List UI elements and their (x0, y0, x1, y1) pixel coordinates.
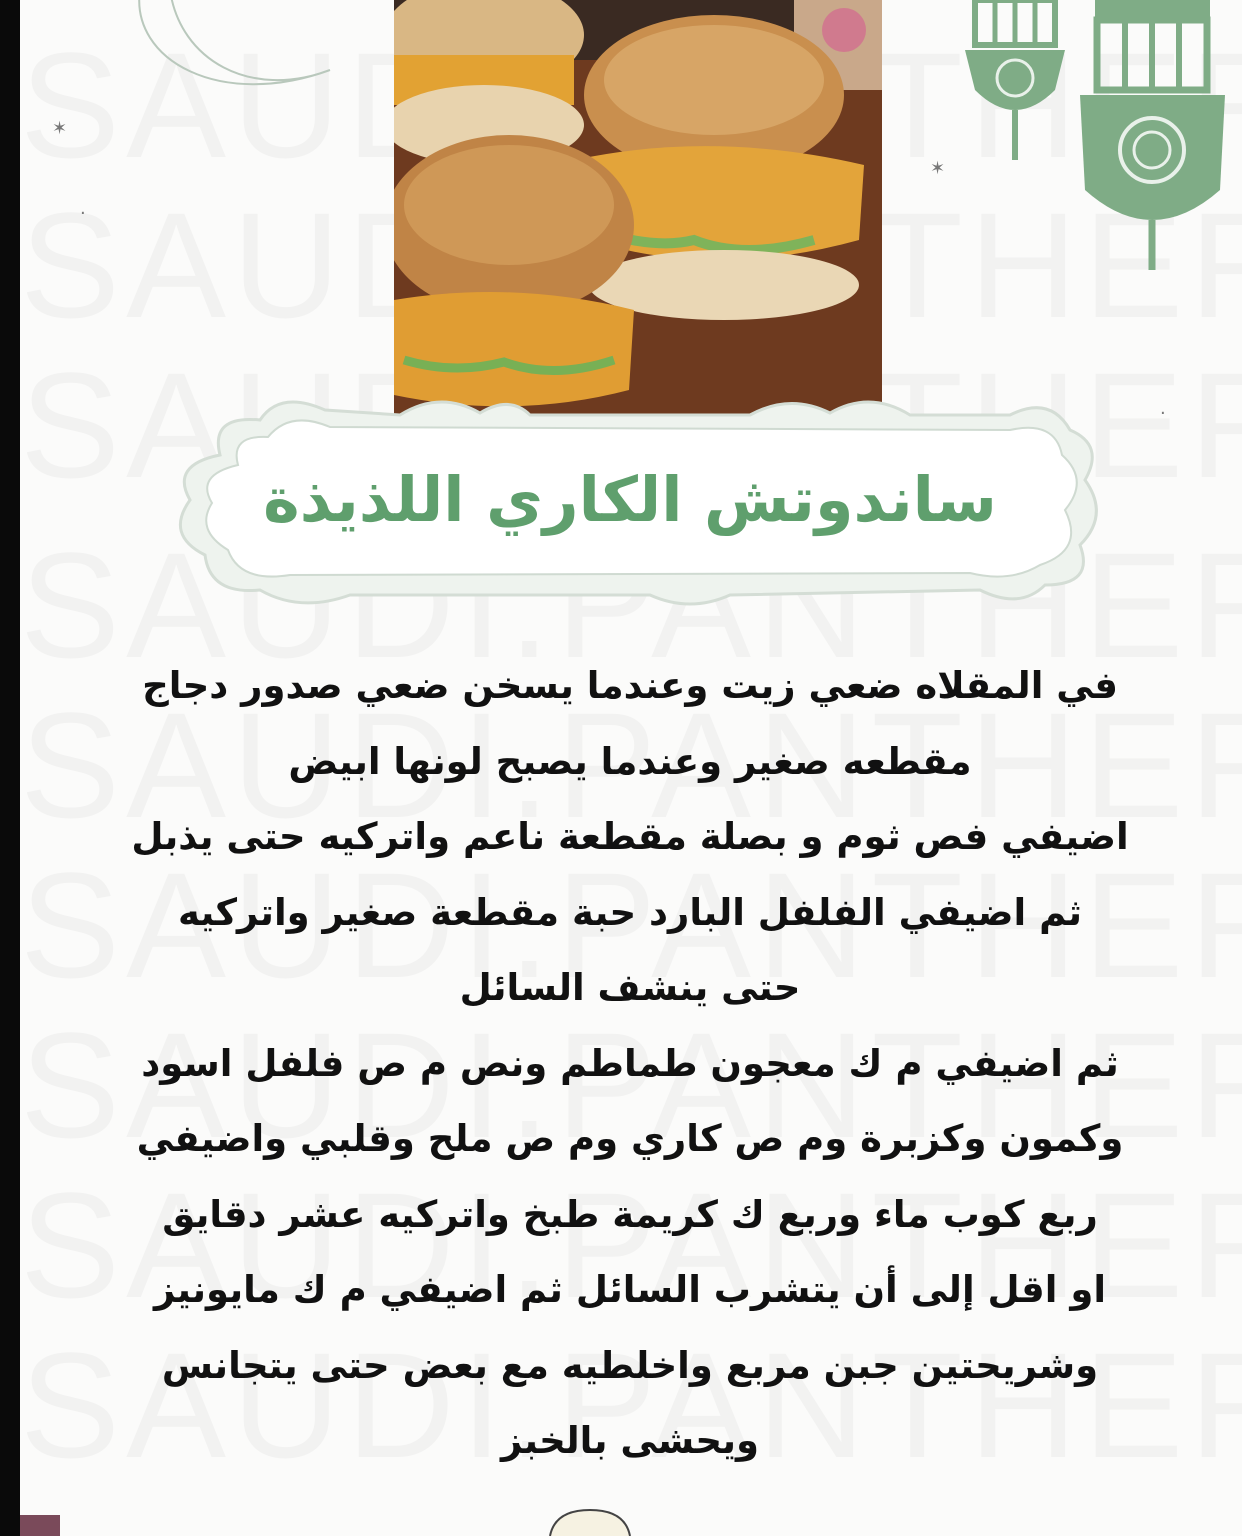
recipe-line: في المقلاه ضعي زيت وعندما يسخن ضعي صدور دجاج (142, 664, 1118, 707)
recipe-instructions (40, 648, 1220, 1479)
recipe-line: ثم اضيفي م ك معجون طماطم ونص م ص فلفل اسود (141, 1041, 1119, 1085)
recipe-line: اضيفي فص ثوم و بصلة مقطعة ناعم واتركيه حتى يذبل (131, 815, 1129, 858)
star-icon: · (1160, 403, 1166, 424)
cloud-decoration (545, 1505, 635, 1536)
star-icon: · (80, 203, 86, 224)
lantern-icon (955, 0, 1075, 165)
recipe-line: وكمون وكزبرة وم ص كاري وم ص ملح وقلبي واضيفي (136, 1117, 1124, 1160)
recipe-line: وشريحتين جبن مربع واخلطيه مع بعض حتى يتجانس (161, 1343, 1099, 1387)
star-icon: ✶ (930, 158, 946, 179)
recipe-line: او اقل إلى أن يتشرب السائل ثم اضيفي م ك مايونيز (153, 1268, 1107, 1311)
lantern-icon (1075, 0, 1230, 275)
food-photo (394, 0, 882, 422)
recipe-line: ويحشى بالخبز (501, 1419, 759, 1462)
recipe-title: ساندوتش الكاري اللذيذة (263, 463, 997, 536)
corner-decoration (20, 1515, 60, 1536)
star-icon: ✶ (52, 118, 68, 139)
left-edge-strip (0, 0, 20, 1536)
recipe-line: حتى ينشف السائل (459, 966, 801, 1009)
recipe-line: ربع كوب ماء وربع ك كريمة طبخ واتركيه عشر دقايق (162, 1192, 1098, 1236)
recipe-line: مقطعه صغير وعندما يصبح لونها ابيض (288, 739, 972, 783)
recipe-line: ثم اضيفي الفلفل البارد حبة مقطعة صغير واتركيه (177, 890, 1083, 934)
crescent-moon-icon (100, 0, 340, 105)
